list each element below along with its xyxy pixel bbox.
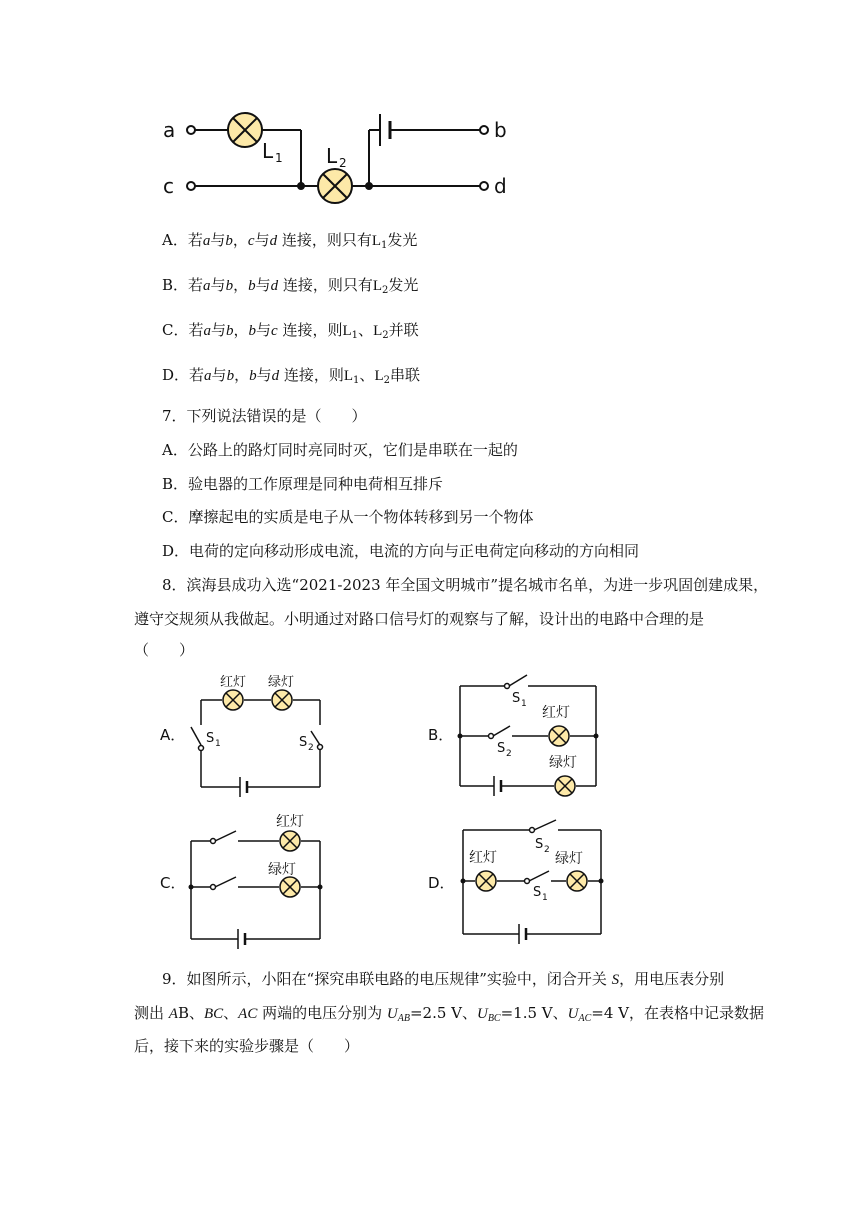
- q8-c-green-label: 绿灯: [268, 862, 296, 878]
- q8-b-s2-sub: 2: [506, 749, 512, 759]
- q8-d-s2-sub: 2: [544, 845, 550, 855]
- q9-stem-line2: 测出 AB、BC、AC 两端的电压分别为 $U_{AB}=2.5$ V、$U_{BC}=1.5$ V、$U_{AC}=4$ V，在表格中记录数据: [134, 1004, 764, 1024]
- q8-label-d: D．: [428, 874, 455, 892]
- q8-b-s1: S: [512, 691, 521, 706]
- q9-stem-line3: 后，接下来的实验步骤是（ ）: [134, 1037, 360, 1055]
- q7-option-a: A．公路上的路灯同时亮同时灭，它们是串联在一起的: [162, 441, 518, 459]
- q6-option-c: C．若a与b，b与c 连接，则$L_1$、$L_2$并联: [162, 321, 419, 341]
- q7-option-c: C．摩擦起电的实质是电子从一个物体转移到另一个物体: [162, 508, 534, 526]
- label-l1-sub: 1: [275, 151, 283, 165]
- q6-option-d: D．若a与b，b与d 连接，则$L_1$、$L_2$串联: [162, 366, 420, 386]
- q8-circuit-b: [460, 675, 596, 796]
- q8-label-c: C．: [160, 874, 186, 892]
- q8-stem-line1: 8．滨海县成功入选“2021-2023 年全国文明城市”提名城市名单，为进一步巩固创建成果，: [162, 576, 769, 594]
- q8-stem-line3: （ ）: [134, 641, 195, 659]
- q8-a-s2: S: [299, 735, 308, 750]
- q8-a-s2-sub: 2: [308, 743, 314, 753]
- q7-option-d: D．电荷的定向移动形成电流，电流的方向与正电荷定向移动的方向相同: [162, 542, 640, 560]
- q8-stem-line2: 遵守交规须从我做起。小明通过对路口信号灯的观察与了解，设计出的电路中合理的是: [134, 610, 705, 628]
- q8-label-a: A．: [160, 726, 186, 744]
- q8-b-s2: S: [497, 741, 506, 756]
- label-c: c: [163, 174, 174, 198]
- q8-a-s1-sub: 1: [215, 739, 221, 749]
- q8-a-s1: S: [206, 731, 215, 746]
- q8-a-green-label: 绿灯: [268, 675, 295, 690]
- label-l1: L: [262, 139, 274, 163]
- q8-a-red-label: 红灯: [220, 675, 247, 690]
- q8-b-green-label: 绿灯: [549, 755, 577, 771]
- q8-circuit-d: [463, 820, 601, 944]
- q8-circuit-c: [191, 831, 320, 949]
- q8-d-s1: S: [533, 885, 542, 900]
- q8-b-red-label: 红灯: [542, 705, 570, 721]
- q8-d-green-label: 绿灯: [555, 851, 583, 867]
- q7-stem: 7．下列说法错误的是（ ）: [162, 407, 367, 425]
- label-b: b: [494, 118, 507, 142]
- label-a: a: [163, 118, 176, 142]
- label-d: d: [494, 174, 507, 198]
- q8-b-s1-sub: 1: [521, 699, 527, 709]
- q8-c-red-label: 红灯: [276, 814, 304, 830]
- q8-d-s1-sub: 1: [542, 893, 548, 903]
- q8-d-red-label: 红灯: [469, 850, 497, 866]
- q7-option-b: B．验电器的工作原理是同种电荷相互排斥: [162, 475, 444, 493]
- label-l2-sub: 2: [339, 156, 347, 170]
- label-l2: L: [326, 144, 338, 168]
- q8-label-b: B．: [428, 726, 454, 744]
- q8-d-s2: S: [535, 837, 544, 852]
- q9-stem-line1: 9．如图所示，小阳在“探究串联电路的电压规律”实验中，闭合开关 S，用电压表分别: [162, 970, 725, 988]
- q6-option-a: A．若a与b，c与d 连接，则只有$L_1$发光: [162, 231, 418, 251]
- q6-option-b: B．若a与b，b与d 连接，则只有$L_2$发光: [162, 276, 419, 296]
